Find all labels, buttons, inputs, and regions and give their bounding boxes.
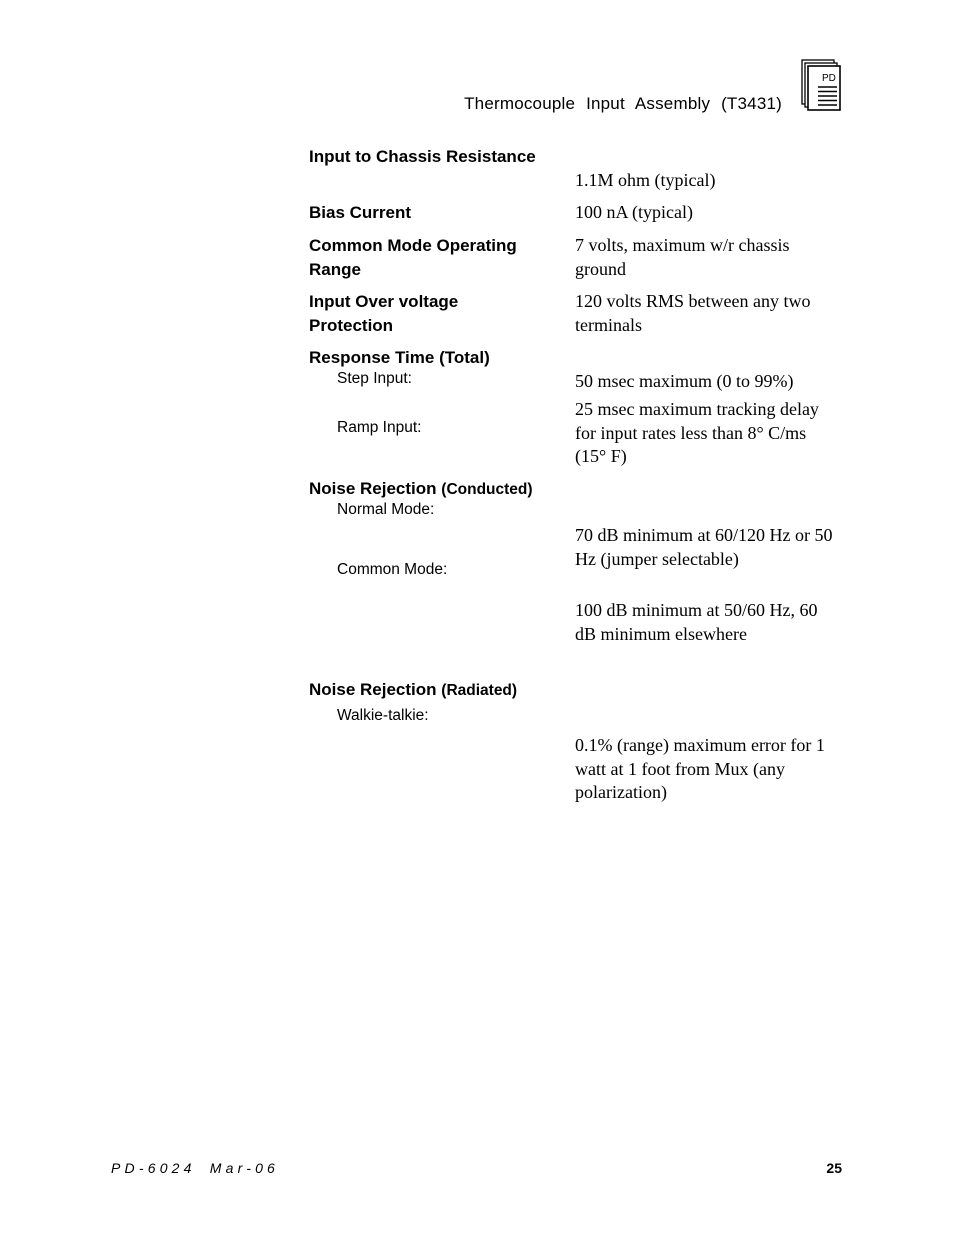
over-voltage-value: 120 volts RMS between any two terminals — [575, 291, 811, 335]
response-time-label: Response Time (Total) — [309, 348, 490, 367]
common-mode-range-label-line2: Range — [309, 259, 361, 279]
footer-doc-id: PD-6024 Mar-06 — [111, 1160, 280, 1176]
step-input-label: Step Input: — [337, 370, 412, 387]
common-mode-range-value: 7 volts, maximum w/r chassis ground — [575, 235, 790, 279]
bias-current-label: Bias Current — [309, 203, 412, 222]
input-chassis-resistance-label: Input to Chassis Resistance — [309, 147, 536, 166]
common-mode-range-label — [309, 234, 517, 281]
noise-conducted-label-main: Noise Rejection — [309, 479, 437, 498]
over-voltage-label-line1: Input Over voltage — [309, 292, 459, 311]
bias-current-value: 100 nA (typical) — [575, 202, 693, 222]
noise-radiated-label-main: Noise Rejection — [309, 680, 437, 699]
icon-label: PD — [822, 73, 836, 84]
noise-conducted-label-paren: (Conducted) — [441, 481, 533, 498]
common-mode-value: 100 dB minimum at 50/60 Hz, 60 dB minimum elsewhere — [575, 600, 818, 644]
over-voltage-label-line2: Protection — [309, 315, 394, 335]
document-stack-icon — [800, 58, 842, 112]
noise-radiated-label-paren: (Radiated) — [441, 682, 518, 699]
common-mode-range-label-line1: Common Mode Operating — [309, 236, 517, 255]
walkie-talkie-label: Walkie-talkie: — [337, 707, 429, 724]
input-chassis-resistance-value: 1.1M ohm (typical) — [575, 170, 716, 190]
ramp-input-value: 25 msec maximum tracking delay for input rates less than 8° C/ms (15° F) — [575, 399, 819, 466]
noise-radiated-label — [309, 678, 517, 703]
over-voltage-label — [309, 290, 458, 337]
page-number: 25 — [826, 1160, 842, 1176]
page-header-title: Thermocouple Input Assembly (T3431) — [464, 94, 782, 113]
step-input-value: 50 msec maximum (0 to 99%) — [575, 371, 794, 391]
walkie-talkie-value: 0.1% (range) maximum error for 1 watt at 1 foot from Mux (any polarization) — [575, 735, 825, 802]
normal-mode-label: Normal Mode: — [337, 501, 435, 518]
noise-conducted-label — [309, 477, 533, 502]
common-mode-label: Common Mode: — [337, 561, 448, 578]
ramp-input-label: Ramp Input: — [337, 419, 422, 436]
normal-mode-value: 70 dB minimum at 60/120 Hz or 50 Hz (jumper selectable) — [575, 525, 833, 569]
